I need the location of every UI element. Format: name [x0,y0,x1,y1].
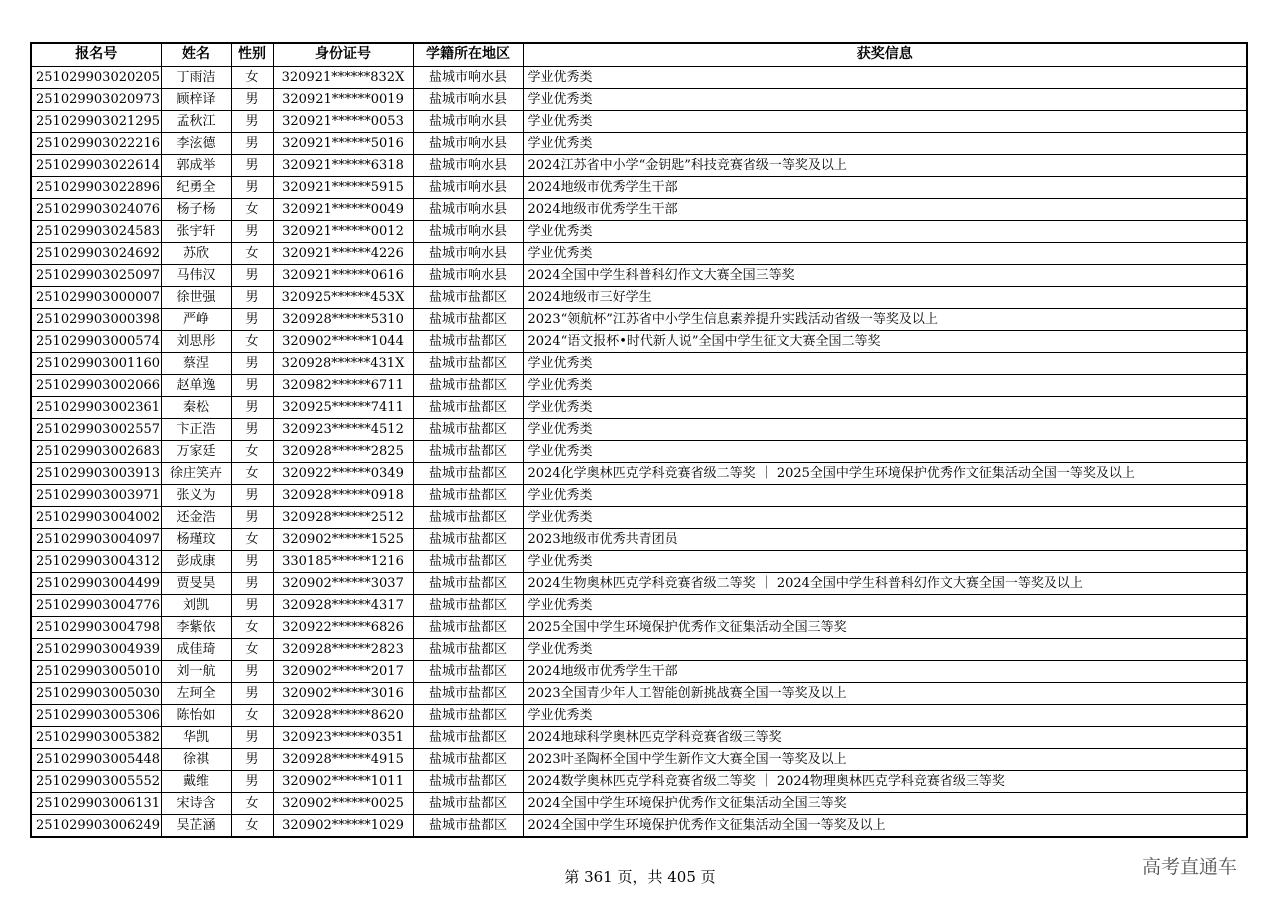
cell-region: 盐城市盐都区 [413,726,523,748]
cell-gender: 女 [231,704,273,726]
cell-award-info: 学业优秀类 [523,88,1247,110]
header-row [31,43,1247,66]
header-gender: 性别 [231,43,273,66]
table-row [31,462,1247,484]
table-row [31,110,1247,132]
cell-award-info: 学业优秀类 [523,550,1247,572]
cell-name: 戴维 [161,770,231,792]
table-row [31,770,1247,792]
cell-award-info: 学业优秀类 [523,484,1247,506]
cell-gender: 女 [231,814,273,837]
cell-name: 苏欣 [161,242,231,264]
cell-award-info: 学业优秀类 [523,110,1247,132]
cell-gender: 男 [231,594,273,616]
cell-name: 赵单逸 [161,374,231,396]
cell-gender: 男 [231,682,273,704]
cell-name: 卞正浩 [161,418,231,440]
cell-id-number: 320928******2823 [273,638,413,660]
cell-gender: 女 [231,198,273,220]
cell-award-info: 2023全国青少年人工智能创新挑战赛全国一等奖及以上 [523,682,1247,704]
cell-gender: 男 [231,374,273,396]
table-row [31,572,1247,594]
cell-gender: 男 [231,110,273,132]
cell-registration-no: 251029903005010 [31,660,161,682]
cell-award-info: 2024地级市优秀学生干部 [523,198,1247,220]
cell-region: 盐城市响水县 [413,88,523,110]
cell-gender: 男 [231,154,273,176]
table-row [31,418,1247,440]
cell-name: 严峥 [161,308,231,330]
cell-region: 盐城市盐都区 [413,330,523,352]
cell-region: 盐城市盐都区 [413,704,523,726]
cell-region: 盐城市盐都区 [413,770,523,792]
table-row [31,352,1247,374]
cell-registration-no: 251029903000398 [31,308,161,330]
cell-id-number: 320921******0049 [273,198,413,220]
table-row [31,286,1247,308]
cell-gender: 男 [231,220,273,242]
cell-gender: 男 [231,550,273,572]
cell-region: 盐城市响水县 [413,198,523,220]
cell-region: 盐城市盐都区 [413,286,523,308]
cell-award-info: 2024全国中学生环境保护优秀作文征集活动全国一等奖及以上 [523,814,1247,837]
cell-registration-no: 251029903004939 [31,638,161,660]
cell-registration-no: 251029903004776 [31,594,161,616]
cell-name: 张宇轩 [161,220,231,242]
cell-region: 盐城市盐都区 [413,374,523,396]
cell-award-info: 2024地级市优秀学生干部 [523,660,1247,682]
header-name: 姓名 [161,43,231,66]
cell-name: 丁雨洁 [161,66,231,88]
cell-id-number: 320902******2017 [273,660,413,682]
cell-registration-no: 251029903006131 [31,792,161,814]
cell-id-number: 320902******1011 [273,770,413,792]
cell-name: 左珂全 [161,682,231,704]
cell-id-number: 320902******1525 [273,528,413,550]
cell-registration-no: 251029903004097 [31,528,161,550]
table-body [31,66,1247,837]
cell-region: 盐城市盐都区 [413,748,523,770]
cell-region: 盐城市盐都区 [413,440,523,462]
cell-region: 盐城市响水县 [413,66,523,88]
cell-id-number: 320922******0349 [273,462,413,484]
cell-id-number: 320921******0012 [273,220,413,242]
cell-award-info: 学业优秀类 [523,594,1247,616]
cell-region: 盐城市响水县 [413,132,523,154]
table-row [31,176,1247,198]
cell-registration-no: 251029903021295 [31,110,161,132]
cell-id-number: 320928******4915 [273,748,413,770]
table-row [31,198,1247,220]
cell-name: 张义为 [161,484,231,506]
table-row [31,308,1247,330]
cell-id-number: 320982******6711 [273,374,413,396]
cell-gender: 女 [231,616,273,638]
cell-award-info: 学业优秀类 [523,440,1247,462]
cell-gender: 男 [231,572,273,594]
cell-award-info: 2024地级市三好学生 [523,286,1247,308]
cell-registration-no: 251029903000574 [31,330,161,352]
cell-id-number: 320902******3016 [273,682,413,704]
cell-gender: 男 [231,484,273,506]
cell-region: 盐城市盐都区 [413,814,523,837]
cell-region: 盐城市响水县 [413,154,523,176]
table-row [31,396,1247,418]
cell-name: 吴芷涵 [161,814,231,837]
table-row [31,264,1247,286]
cell-award-info: 2023地级市优秀共青团员 [523,528,1247,550]
cell-id-number: 320902******0025 [273,792,413,814]
table-row [31,682,1247,704]
cell-name: 李泫德 [161,132,231,154]
cell-award-info: 2024全国中学生科普科幻作文大赛全国三等奖 [523,264,1247,286]
cell-gender: 男 [231,418,273,440]
cell-id-number: 320928******0918 [273,484,413,506]
cell-region: 盐城市盐都区 [413,638,523,660]
cell-registration-no: 251029903005306 [31,704,161,726]
cell-gender: 男 [231,770,273,792]
cell-region: 盐城市盐都区 [413,682,523,704]
table-row [31,814,1247,837]
table-row [31,550,1247,572]
cell-name: 杨瑾玟 [161,528,231,550]
cell-name: 还金浩 [161,506,231,528]
cell-registration-no: 251029903002066 [31,374,161,396]
table-row [31,66,1247,88]
cell-gender: 女 [231,440,273,462]
table-row [31,484,1247,506]
cell-award-info: 2023叶圣陶杯全国中学生新作文大赛全国一等奖及以上 [523,748,1247,770]
cell-id-number: 320928******2825 [273,440,413,462]
table-row [31,374,1247,396]
cell-registration-no: 251029903002557 [31,418,161,440]
cell-gender: 女 [231,462,273,484]
cell-registration-no: 251029903024583 [31,220,161,242]
table-row [31,440,1247,462]
cell-registration-no: 251029903024076 [31,198,161,220]
cell-registration-no: 251029903005382 [31,726,161,748]
table-row [31,506,1247,528]
cell-award-info: 2024“语文报杯•时代新人说”全国中学生征文大赛全国二等奖 [523,330,1247,352]
cell-gender: 男 [231,264,273,286]
cell-gender: 男 [231,352,273,374]
cell-registration-no: 251029903003913 [31,462,161,484]
cell-gender: 男 [231,308,273,330]
page-number: 第 361 页，共 405 页 [564,868,716,886]
cell-id-number: 320921******0053 [273,110,413,132]
header-region: 学籍所在地区 [413,43,523,66]
cell-name: 贾旻昊 [161,572,231,594]
cell-award-info: 2024化学奥林匹克学科竞赛省级二等奖 ｜ 2025全国中学生环境保护优秀作文征集活动全国一等奖及以上 [523,462,1247,484]
cell-registration-no: 251029903022896 [31,176,161,198]
cell-registration-no: 251029903004312 [31,550,161,572]
cell-registration-no: 251029903005552 [31,770,161,792]
cell-registration-no: 251029903022614 [31,154,161,176]
cell-award-info: 学业优秀类 [523,132,1247,154]
cell-name: 刘一航 [161,660,231,682]
cell-gender: 男 [231,176,273,198]
cell-award-info: 学业优秀类 [523,704,1247,726]
table-row [31,726,1247,748]
cell-id-number: 320902******1044 [273,330,413,352]
cell-award-info: 2024全国中学生环境保护优秀作文征集活动全国三等奖 [523,792,1247,814]
cell-region: 盐城市响水县 [413,242,523,264]
cell-region: 盐城市盐都区 [413,506,523,528]
cell-name: 徐祺 [161,748,231,770]
cell-region: 盐城市盐都区 [413,792,523,814]
cell-region: 盐城市响水县 [413,220,523,242]
table-row [31,242,1247,264]
cell-gender: 男 [231,396,273,418]
cell-id-number: 320921******0019 [273,88,413,110]
cell-region: 盐城市盐都区 [413,528,523,550]
cell-region: 盐城市盐都区 [413,396,523,418]
cell-id-number: 320928******5310 [273,308,413,330]
cell-award-info: 2024地球科学奥林匹克学科竞赛省级三等奖 [523,726,1247,748]
watermark-text: 高考直通车 [1142,856,1238,878]
cell-name: 徐世强 [161,286,231,308]
cell-award-info: 学业优秀类 [523,352,1247,374]
cell-id-number: 320902******1029 [273,814,413,837]
cell-gender: 男 [231,132,273,154]
cell-registration-no: 251029903004002 [31,506,161,528]
table-row [31,330,1247,352]
cell-name: 纪勇全 [161,176,231,198]
cell-name: 顾梓译 [161,88,231,110]
cell-registration-no: 251029903004499 [31,572,161,594]
table-row [31,132,1247,154]
header-id-number: 身份证号 [273,43,413,66]
cell-registration-no: 251029903002683 [31,440,161,462]
cell-id-number: 320921******6318 [273,154,413,176]
cell-id-number: 330185******1216 [273,550,413,572]
cell-region: 盐城市盐都区 [413,550,523,572]
cell-name: 陈怡如 [161,704,231,726]
table-row [31,792,1247,814]
cell-name: 郭成举 [161,154,231,176]
cell-registration-no: 251029903005030 [31,682,161,704]
cell-name: 宋诗含 [161,792,231,814]
cell-award-info: 2024江苏省中小学“金钥匙”科技竞赛省级一等奖及以上 [523,154,1247,176]
cell-award-info: 学业优秀类 [523,66,1247,88]
cell-name: 杨子杨 [161,198,231,220]
cell-name: 孟秋江 [161,110,231,132]
cell-region: 盐城市响水县 [413,264,523,286]
cell-id-number: 320902******3037 [273,572,413,594]
cell-gender: 女 [231,66,273,88]
cell-award-info: 学业优秀类 [523,242,1247,264]
cell-id-number: 320921******5915 [273,176,413,198]
cell-gender: 女 [231,528,273,550]
cell-registration-no: 251029903020973 [31,88,161,110]
cell-region: 盐城市盐都区 [413,462,523,484]
cell-id-number: 320928******8620 [273,704,413,726]
cell-registration-no: 251029903004798 [31,616,161,638]
cell-award-info: 2025全国中学生环境保护优秀作文征集活动全国三等奖 [523,616,1247,638]
cell-award-info: 学业优秀类 [523,396,1247,418]
cell-name: 蔡涅 [161,352,231,374]
cell-gender: 男 [231,726,273,748]
cell-id-number: 320923******4512 [273,418,413,440]
cell-award-info: 学业优秀类 [523,374,1247,396]
cell-id-number: 320928******4317 [273,594,413,616]
roster-table [30,42,1248,838]
cell-registration-no: 251029903003971 [31,484,161,506]
table-row [31,660,1247,682]
header-award-info: 获奖信息 [523,43,1247,66]
cell-region: 盐城市响水县 [413,110,523,132]
cell-region: 盐城市盐都区 [413,418,523,440]
cell-gender: 女 [231,330,273,352]
cell-id-number: 320921******4226 [273,242,413,264]
table-row [31,154,1247,176]
roster-table-wrapper [30,42,1246,838]
cell-award-info: 2024地级市优秀学生干部 [523,176,1247,198]
cell-registration-no: 251029903006249 [31,814,161,837]
cell-registration-no: 251029903022216 [31,132,161,154]
cell-name: 成佳琦 [161,638,231,660]
table-row [31,748,1247,770]
cell-name: 华凯 [161,726,231,748]
cell-registration-no: 251029903005448 [31,748,161,770]
cell-gender: 男 [231,660,273,682]
cell-name: 万家廷 [161,440,231,462]
cell-registration-no: 251029903025097 [31,264,161,286]
cell-registration-no: 251029903024692 [31,242,161,264]
header-registration-no: 报名号 [31,43,161,66]
cell-registration-no: 251029903001160 [31,352,161,374]
cell-name: 彭成康 [161,550,231,572]
table-row [31,594,1247,616]
cell-name: 马伟汉 [161,264,231,286]
cell-gender: 女 [231,242,273,264]
cell-id-number: 320921******832X [273,66,413,88]
table-row [31,616,1247,638]
cell-id-number: 320921******0616 [273,264,413,286]
cell-award-info: 2023“领航杯”江苏省中小学生信息素养提升实践活动省级一等奖及以上 [523,308,1247,330]
cell-name: 李紫依 [161,616,231,638]
cell-award-info: 2024生物奥林匹克学科竞赛省级二等奖 ｜ 2024全国中学生科普科幻作文大赛全国一等奖及以上 [523,572,1247,594]
cell-region: 盐城市盐都区 [413,594,523,616]
cell-name: 徐庄笑卉 [161,462,231,484]
cell-award-info: 学业优秀类 [523,506,1247,528]
cell-id-number: 320928******2512 [273,506,413,528]
cell-gender: 男 [231,88,273,110]
cell-id-number: 320928******431X [273,352,413,374]
cell-award-info: 学业优秀类 [523,638,1247,660]
cell-region: 盐城市盐都区 [413,484,523,506]
cell-gender: 女 [231,638,273,660]
cell-name: 刘思彤 [161,330,231,352]
table-row [31,704,1247,726]
table-row [31,88,1247,110]
cell-id-number: 320922******6826 [273,616,413,638]
cell-gender: 男 [231,748,273,770]
cell-id-number: 320923******0351 [273,726,413,748]
cell-registration-no: 251029903002361 [31,396,161,418]
cell-name: 秦松 [161,396,231,418]
cell-gender: 男 [231,286,273,308]
table-row [31,528,1247,550]
cell-registration-no: 251029903020205 [31,66,161,88]
table-row [31,220,1247,242]
cell-name: 刘凯 [161,594,231,616]
cell-region: 盐城市盐都区 [413,352,523,374]
cell-award-info: 学业优秀类 [523,220,1247,242]
cell-id-number: 320925******453X [273,286,413,308]
cell-award-info: 2024数学奥林匹克学科竞赛省级二等奖 ｜ 2024物理奥林匹克学科竞赛省级三等奖 [523,770,1247,792]
cell-gender: 女 [231,792,273,814]
cell-region: 盐城市盐都区 [413,572,523,594]
cell-id-number: 320925******7411 [273,396,413,418]
cell-region: 盐城市响水县 [413,176,523,198]
cell-registration-no: 251029903000007 [31,286,161,308]
cell-region: 盐城市盐都区 [413,616,523,638]
cell-region: 盐城市盐都区 [413,660,523,682]
cell-id-number: 320921******5016 [273,132,413,154]
cell-award-info: 学业优秀类 [523,418,1247,440]
table-row [31,638,1247,660]
cell-gender: 男 [231,506,273,528]
cell-region: 盐城市盐都区 [413,308,523,330]
